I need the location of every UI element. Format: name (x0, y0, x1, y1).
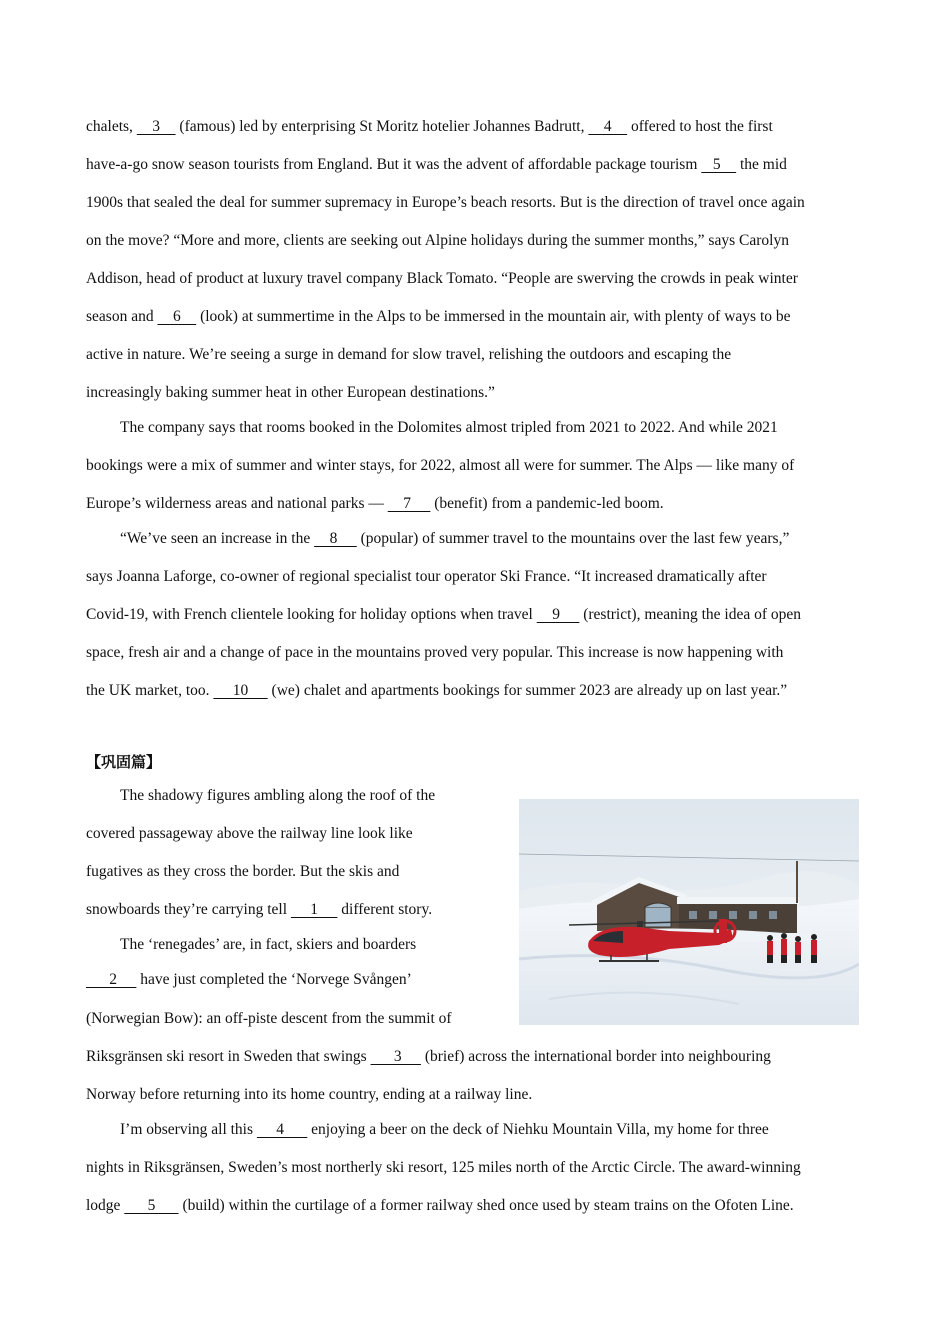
text-line: (Norwegian Bow): an off-piste descent from the summit of (86, 1010, 452, 1027)
blank-6: 6 (157, 308, 197, 325)
text-line: space, fresh air and a change of pace in the mountains proved very popular. This increase is now happening with (86, 644, 784, 661)
blank-4b: 4 (256, 1121, 308, 1138)
text-line: have-a-go snow season tourists from England. But it was the advent of affordable package tourism 5 the mid (86, 156, 787, 173)
blank-1: 1 (290, 901, 338, 918)
text-line: Covid-19, with French clientele looking for holiday options when travel 9 (restrict), meaning the idea of open (86, 606, 801, 623)
text-line: Norway before returning into its home country, ending at a railway line. (86, 1086, 533, 1103)
helicopter-snow-photo (519, 799, 859, 1025)
blank-2: 2 (86, 971, 137, 988)
blank-3b: 3 (370, 1048, 421, 1065)
text-line: Europe’s wilderness areas and national parks — 7 (benefit) from a pandemic-led boom. (86, 495, 664, 512)
text-line: 1900s that sealed the deal for summer supremacy in Europe’s beach resorts. But is the direction of travel once again (86, 194, 805, 211)
text-line: nights in Riksgränsen, Sweden’s most northerly ski resort, 125 miles north of the Arctic Circle. The award-winning (86, 1159, 801, 1176)
text-line: season and 6 (look) at summertime in the Alps to be immersed in the mountain air, with plenty of ways to be (86, 308, 791, 325)
text-line: on the move? “More and more, clients are seeking out Alpine holidays during the summer months,” says Carolyn (86, 232, 789, 249)
text-line: Addison, head of product at luxury travel company Black Tomato. “People are swerving the crowds in peak winter (86, 270, 798, 287)
text-line: bookings were a mix of summer and winter stays, for 2022, almost all were for summer. The Alps — like many of (86, 457, 795, 474)
text-line: The ‘renegades’ are, in fact, skiers and boarders (120, 936, 417, 953)
text-line: The shadowy figures ambling along the roof of the (120, 787, 436, 804)
blank-8: 8 (314, 530, 357, 547)
text-line: The company says that rooms booked in the Dolomites almost tripled from 2021 to 2022. And while 2021 (120, 419, 778, 436)
blank-5b: 5 (124, 1197, 179, 1214)
blank-9: 9 (536, 606, 580, 623)
text-line: says Joanna Laforge, co-owner of regional specialist tour operator Ski France. “It increased dramatically after (86, 568, 767, 585)
text-line: covered passageway above the railway line look like (86, 825, 413, 842)
text-line: chalets, 3 (famous) led by enterprising St Moritz hotelier Johannes Badrutt, 4 offered to host the first (86, 118, 773, 135)
text-line: the UK market, too. 10 (we) chalet and apartments bookings for summer 2023 are already up on last year.” (86, 682, 788, 699)
section-heading: 【巩固篇】 (86, 753, 162, 771)
text-line: lodge 5 (build) within the curtilage of a former railway shed once used by steam trains on the Ofoten Line. (86, 1197, 794, 1214)
text-line: active in nature. We’re seeing a surge in demand for slow travel, relishing the outdoors and escaping the (86, 346, 732, 363)
text-line: “We’ve seen an increase in the 8 (popular) of summer travel to the mountains over the last few years,” (120, 530, 790, 547)
text-line: Riksgränsen ski resort in Sweden that swings 3 (brief) across the international border into neighbouring (86, 1048, 771, 1065)
text-line: I’m observing all this 4 enjoying a beer on the deck of Niehku Mountain Villa, my home for three (120, 1121, 769, 1138)
blank-3: 3 (136, 118, 176, 135)
blank-4: 4 (588, 118, 628, 135)
text-line: snowboards they’re carrying tell 1 different story. (86, 901, 433, 918)
blank-10: 10 (213, 682, 268, 699)
text-line: fugatives as they cross the border. But the skis and (86, 863, 400, 880)
blank-7: 7 (387, 495, 431, 512)
text-line: 2 have just completed the ‘Norvege Svången’ (86, 971, 412, 988)
blank-5: 5 (701, 156, 737, 173)
text-line: increasingly baking summer heat in other European destinations.” (86, 384, 495, 401)
